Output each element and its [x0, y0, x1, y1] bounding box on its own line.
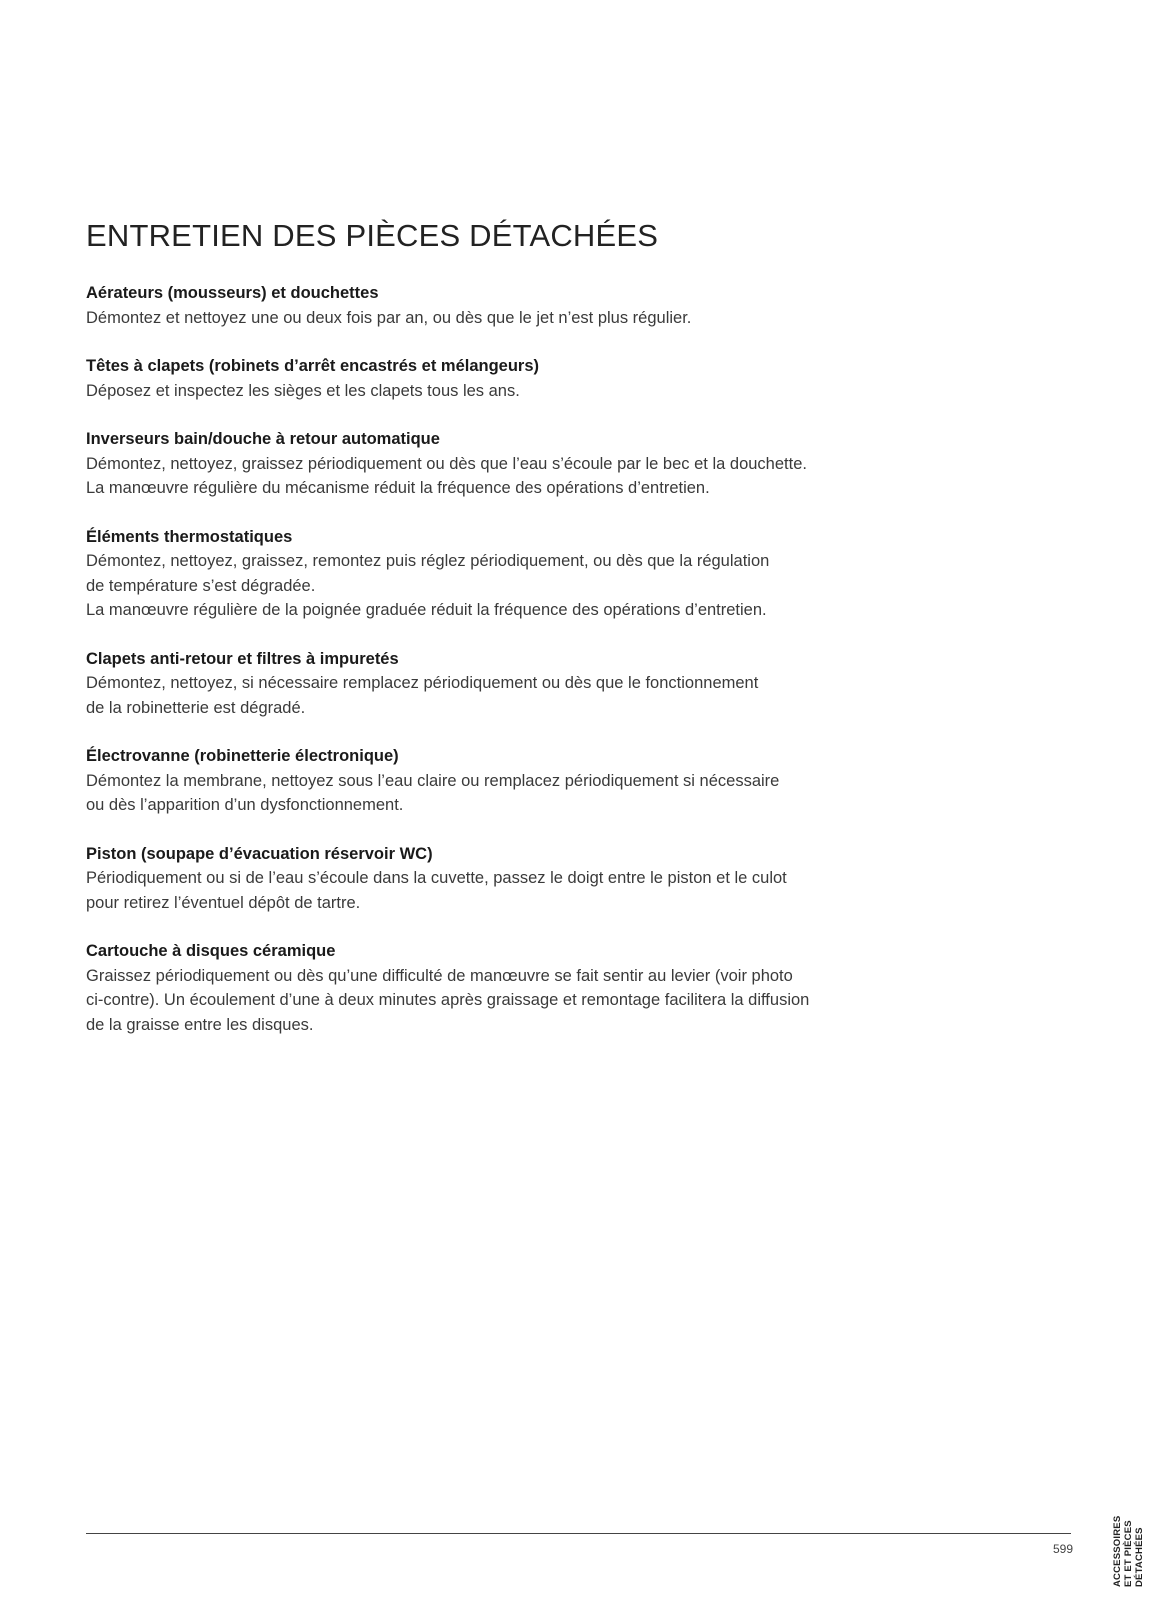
section-text: de la graisse entre les disques. [86, 1015, 314, 1034]
side-tab-line: ACCESSOIRES [1112, 1515, 1123, 1587]
section-text: La manœuvre régulière du mécanisme réduit la fréquence des opérations d’entretien. [86, 479, 710, 497]
section-text: pour retirez l’éventuel dépôt de tartre. [86, 893, 361, 912]
footer-divider [86, 1533, 1071, 1534]
section-heading: Inverseurs bain/douche à retour automatique [86, 430, 440, 448]
section-text: Démontez, nettoyez, graissez périodiquement ou dès que l’eau s’écoule par le bec et la douchette. [86, 454, 807, 473]
section-text: Graissez périodiquement ou dès qu’une difficulté de manœuvre se fait sentir au levier (voir photo [86, 966, 793, 985]
section-heading: Électrovanne (robinetterie électronique) [86, 747, 399, 765]
section-heading: Cartouche à disques céramique [86, 942, 336, 960]
side-tab-line: DÉTACHÉES [1134, 1527, 1145, 1587]
section-text: ou dès l’apparition d’un dysfonctionnement. [86, 796, 404, 814]
section-text: ci-contre). Un écoulement d’une à deux minutes après graissage et remontage facilitera la diffusion [86, 991, 810, 1009]
maintenance-sections [86, 281, 906, 1061]
section-text: de température s’est dégradée. [86, 576, 316, 595]
page-title: ENTRETIEN DES PIÈCES DÉTACHÉES [86, 218, 659, 253]
section-electrovanne [86, 744, 906, 818]
section-text: La manœuvre régulière de la poignée graduée réduit la fréquence des opérations d’entretien. [86, 601, 767, 619]
section-text: Démontez et nettoyez une ou deux fois par an, ou dès que le jet n’est plus régulier. [86, 308, 692, 327]
section-heading: Aérateurs (mousseurs) et douchettes [86, 284, 379, 302]
section-clapets-anti-retour [86, 647, 906, 721]
section-text: Périodiquement ou si de l’eau s’écoule dans la cuvette, passez le doigt entre le piston et le culot [86, 869, 787, 887]
side-tab-line: ET ET PIÈCES [1123, 1520, 1134, 1587]
chapter-side-tab [1112, 1497, 1159, 1587]
section-text: Démontez, nettoyez, si nécessaire remplacez périodiquement ou dès que le fonctionnement [86, 674, 759, 692]
section-elements-thermostatiques [86, 525, 906, 623]
section-cartouche [86, 939, 906, 1037]
section-text: Démontez la membrane, nettoyez sous l’eau claire ou remplacez périodiquement si nécessaire [86, 771, 780, 790]
side-tab-label [1112, 1497, 1145, 1587]
section-heading: Têtes à clapets (robinets d’arrêt encastrés et mélangeurs) [86, 357, 540, 375]
section-aerateurs [86, 281, 906, 330]
section-heading: Piston (soupape d’évacuation réservoir WC) [86, 844, 433, 863]
section-heading: Clapets anti-retour et filtres à impuretés [86, 649, 399, 668]
section-text: de la robinetterie est dégradé. [86, 698, 306, 717]
section-heading: Éléments thermostatiques [86, 527, 293, 546]
section-inverseurs [86, 427, 906, 501]
section-text: Déposez et inspectez les sièges et les clapets tous les ans. [86, 381, 520, 400]
section-tetes-a-clapets [86, 354, 906, 403]
section-text: Démontez, nettoyez, graissez, remontez puis réglez périodiquement, ou dès que la régulation [86, 552, 770, 570]
section-piston [86, 842, 906, 916]
page-number: 599 [1052, 1542, 1073, 1556]
